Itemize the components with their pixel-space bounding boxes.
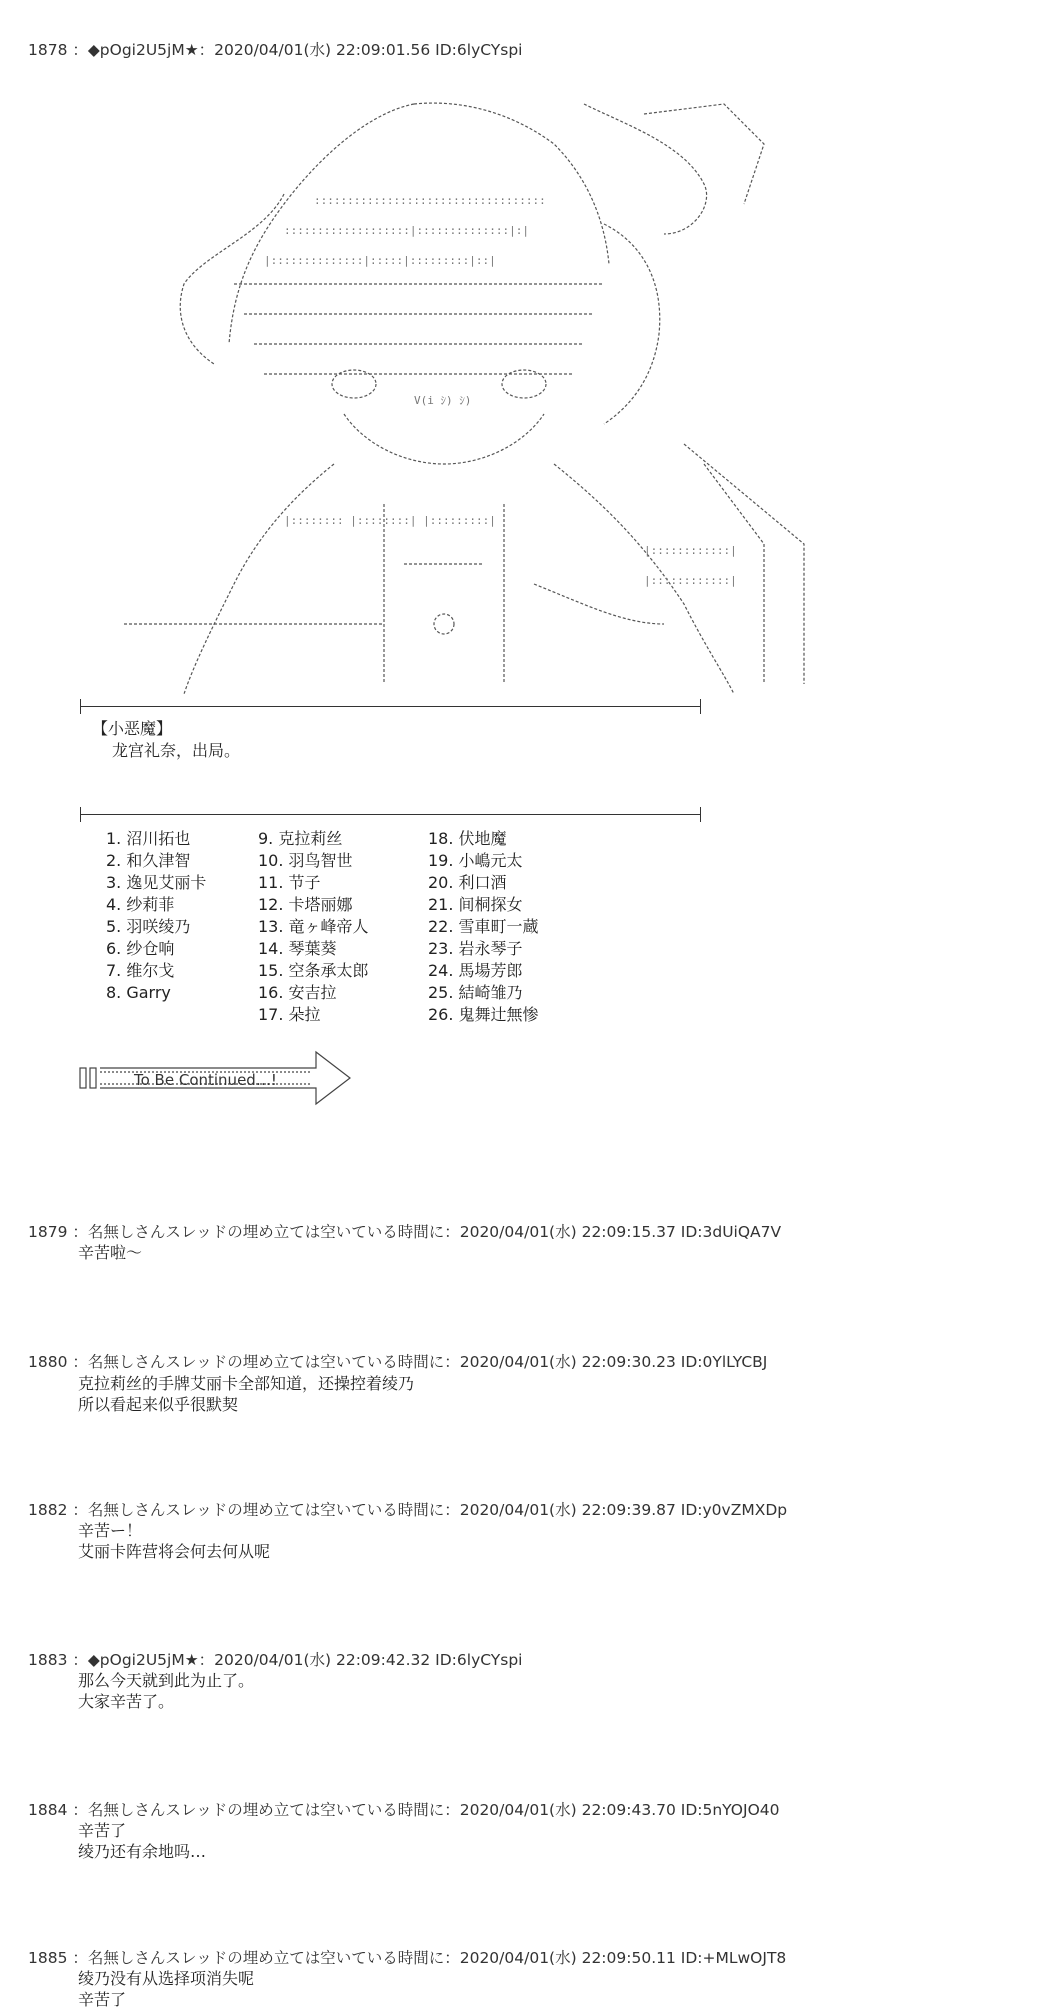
roster-item: 8. Garry xyxy=(106,983,171,1002)
roster-column-2 xyxy=(258,828,369,1026)
divider-line xyxy=(80,814,700,815)
roster-item: 6. 纱仓响 xyxy=(106,939,175,958)
post-body xyxy=(78,1670,254,1712)
post-line: 辛苦啦～ xyxy=(78,1243,143,1262)
roster-item: 18. 伏地魔 xyxy=(428,829,507,848)
svg-text:|::::::::::::|: |::::::::::::| xyxy=(644,544,737,557)
roster-item: 12. 卡塔丽娜 xyxy=(258,895,353,914)
post-body xyxy=(78,1373,414,1415)
roster-item: 25. 結崎雏乃 xyxy=(428,983,523,1002)
post-line: 绫乃没有从选择项消失呢 xyxy=(78,1969,255,1988)
post-header: 1880 ：名無しさんスレッドの埋め立ては空いている時間に：2020/04/01(水) 22:09:30.23 ID:0YlLYCBJ xyxy=(28,1353,768,1371)
section-subtitle: 龙宫礼奈，出局。 xyxy=(112,741,241,760)
post-body xyxy=(78,1820,206,1862)
post-line: 辛苦ー！ xyxy=(78,1521,143,1540)
roster-item: 22. 雪車町一蔵 xyxy=(428,917,539,936)
post-line: 克拉莉丝的手牌艾丽卡全部知道，还操控着绫乃 xyxy=(78,1374,415,1393)
post-header: 1885 ：名無しさんスレッドの埋め立ては空いている時間に：2020/04/01(水) 22:09:50.11 ID:+MLwOJT8 xyxy=(28,1949,787,1967)
roster-item: 10. 羽鸟智世 xyxy=(258,851,353,870)
post-header: 1882 ：名無しさんスレッドの埋め立ては空いている時間に：2020/04/01(水) 22:09:39.87 ID:y0vZMXDp xyxy=(28,1501,788,1519)
post-line: 艾丽卡阵营将会何去何从呢 xyxy=(78,1542,271,1561)
svg-text:|:::::::: |::::::::| |:::::: |:::::::: |::::::::| |:::::::::| xyxy=(284,514,496,527)
post-line: 辛苦了 xyxy=(78,1990,127,2009)
post-header: 1884 ：名無しさんスレッドの埋め立ては空いている時間に：2020/04/01(水) 22:09:43.70 ID:5nYOJO40 xyxy=(28,1801,780,1819)
divider-line xyxy=(80,706,700,707)
roster-item: 19. 小嶋元太 xyxy=(428,851,523,870)
roster-item: 17. 朵拉 xyxy=(258,1005,321,1024)
svg-text:V(i ｼ) ｼ): V(i ｼ) ｼ) xyxy=(414,394,472,407)
post-header: 1883 ：◆pOgi2U5jM★：2020/04/01(水) 22:09:42.32 ID:6lyCYspi xyxy=(28,1651,523,1669)
roster-item: 9. 克拉莉丝 xyxy=(258,829,343,848)
roster-item: 14. 琴葉葵 xyxy=(258,939,337,958)
post-body xyxy=(78,1520,270,1562)
svg-text::::::::::::::::::::|::::::::::: :::::::::::::::::::|::::::::::::::|:| xyxy=(284,224,530,237)
roster-item: 20. 利口酒 xyxy=(428,873,507,892)
continue-text: To Be Continued…! xyxy=(134,1071,277,1089)
roster-item: 21. 间桐探女 xyxy=(428,895,523,914)
roster-item: 5. 羽咲绫乃 xyxy=(106,917,191,936)
post-line: 那么今天就到此为止了。 xyxy=(78,1671,255,1690)
roster-item: 13. 竜ヶ峰帝人 xyxy=(258,917,369,936)
svg-text:|::::::::::::|: |::::::::::::| xyxy=(644,574,737,587)
post-line: 辛苦了 xyxy=(78,1821,127,1840)
svg-text:|::::::::::::::|:::::|::::::::: |::::::::::::::|:::::|:::::::::|::| xyxy=(264,254,496,267)
post-body xyxy=(78,1242,142,1263)
svg-text:::::::::::::::::::::::::::::::: ::::::::::::::::::::::::::::::::::: xyxy=(314,194,546,207)
roster-item: 2. 和久津智 xyxy=(106,851,191,870)
post-header: 1879 ：名無しさんスレッドの埋め立ては空いている時間に：2020/04/01(水) 22:09:15.37 ID:3dUiQA7V xyxy=(28,1223,782,1241)
roster-column-1 xyxy=(106,828,206,1004)
roster-item: 24. 馬場芳郎 xyxy=(428,961,523,980)
roster-item: 26. 鬼舞辻無惨 xyxy=(428,1005,539,1024)
roster-item: 15. 空条承太郎 xyxy=(258,961,369,980)
section-label: 【小恶魔】 xyxy=(92,719,173,738)
roster-item: 23. 岩永琴子 xyxy=(428,939,523,958)
roster-item: 4. 纱莉菲 xyxy=(106,895,175,914)
roster-item: 11. 节子 xyxy=(258,873,321,892)
ascii-art-illustration xyxy=(84,84,844,704)
post-body xyxy=(78,1968,254,2010)
post-line: 绫乃还有余地吗… xyxy=(78,1842,207,1861)
roster-item: 16. 安吉拉 xyxy=(258,983,337,1002)
roster-column-3 xyxy=(428,828,539,1026)
roster-item: 3. 逸见艾丽卡 xyxy=(106,873,207,892)
post-header: 1878 ：◆pOgi2U5jM★：2020/04/01(水) 22:09:01.56 ID:6lyCYspi xyxy=(28,41,523,59)
roster-item: 7. 维尔戈 xyxy=(106,961,175,980)
post-line: 所以看起来似乎很默契 xyxy=(78,1395,239,1414)
roster-item: 1. 沼川拓也 xyxy=(106,829,191,848)
post-line: 大家辛苦了。 xyxy=(78,1692,175,1711)
